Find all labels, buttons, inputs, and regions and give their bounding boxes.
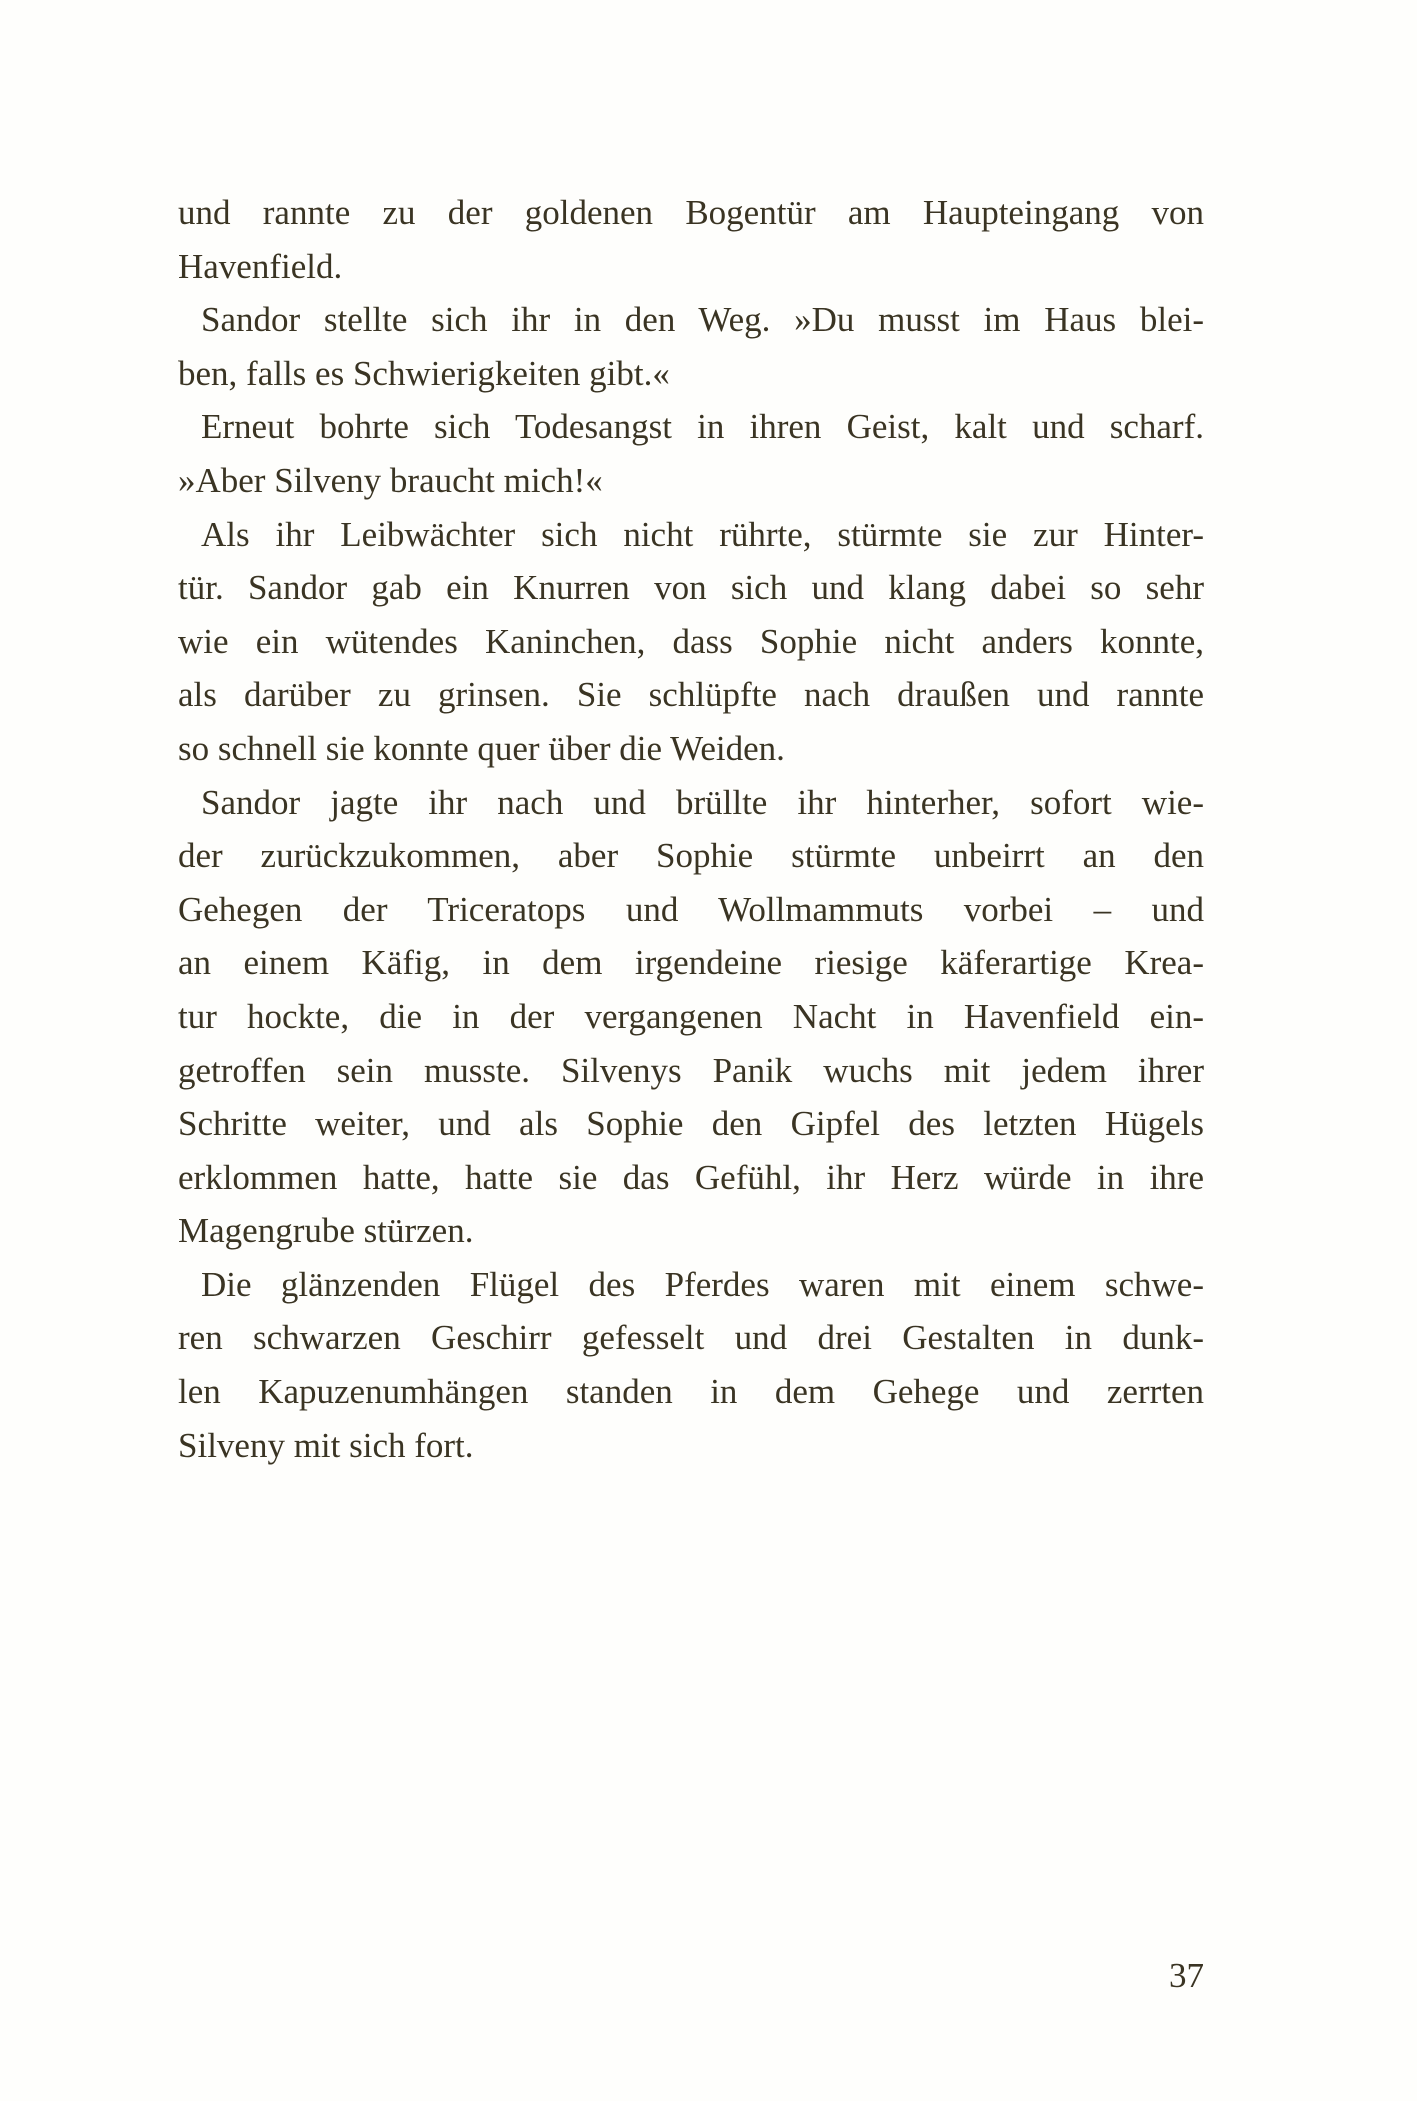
- text-line: »Aber Silveny braucht mich!«: [178, 460, 603, 500]
- text-line: an einem Käfig, in dem irgendeine riesige käferartige Krea-: [178, 943, 1204, 983]
- text-line: und rannte zu der goldenen Bogentür am Haupteingang von: [178, 193, 1204, 232]
- text-line: Silveny mit sich fort.: [178, 1425, 474, 1465]
- text-line: tür. Sandor gab ein Knurren von sich und klang dabei so sehr: [178, 568, 1204, 608]
- text-line: Sandor stellte sich ihr in den Weg. »Du musst im Haus blei-: [201, 300, 1204, 340]
- text-line: Erneut bohrte sich Todesangst in ihren Geist, kalt und scharf.: [201, 407, 1204, 447]
- text-line: getroffen sein musste. Silvenys Panik wuchs mit jedem ihrer: [178, 1050, 1204, 1090]
- text-line: erklommen hatte, hatte sie das Gefühl, ihr Herz würde in ihre: [178, 1157, 1204, 1197]
- text-line: Die glänzenden Flügel des Pferdes waren mit einem schwe-: [201, 1264, 1204, 1304]
- text-line: tur hockte, die in der vergangenen Nacht in Havenfield ein-: [178, 996, 1204, 1036]
- text-line: so schnell sie konnte quer über die Weiden.: [178, 728, 785, 768]
- text-line: der zurückzukommen, aber Sophie stürmte unbeirrt an den: [178, 836, 1204, 876]
- text-line: Schritte weiter, und als Sophie den Gipfel des letzten Hügels: [178, 1104, 1204, 1144]
- text-line: Gehegen der Triceratops und Wollmammuts vorbei – und: [178, 889, 1204, 929]
- text-line: wie ein wütendes Kaninchen, dass Sophie nicht anders konnte,: [178, 621, 1204, 661]
- text-line: len Kapuzenumhängen standen in dem Gehege und zerrten: [178, 1372, 1204, 1412]
- text-line: Sandor jagte ihr nach und brüllte ihr hinterher, sofort wie-: [201, 782, 1204, 822]
- body-text: [178, 186, 1204, 1472]
- text-line: als darüber zu grinsen. Sie schlüpfte nach draußen und rannte: [178, 675, 1204, 715]
- text-line: Magengrube stürzen.: [178, 1211, 474, 1251]
- text-line: ben, falls es Schwierigkeiten gibt.«: [178, 353, 670, 393]
- page-number: 37: [1169, 1956, 1204, 1995]
- text-line: ren schwarzen Geschirr gefesselt und drei Gestalten in dunk-: [178, 1318, 1204, 1358]
- text-line: Als ihr Leibwächter sich nicht rührte, stürmte sie zur Hinter-: [201, 514, 1204, 554]
- text-line: Havenfield.: [178, 246, 343, 286]
